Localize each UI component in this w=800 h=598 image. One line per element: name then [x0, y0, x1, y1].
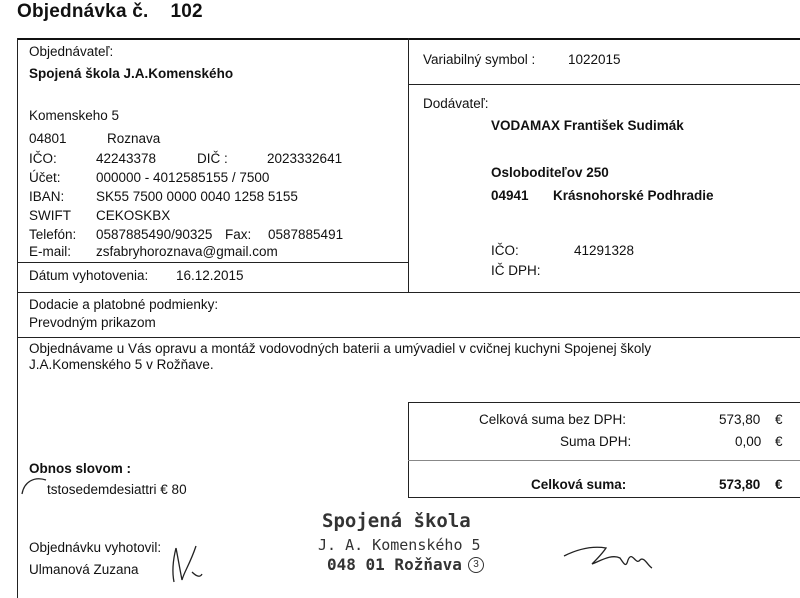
buyer-account: 000000 - 4012585155 / 7500 — [96, 170, 270, 185]
description-line-2: J.A.Komenského 5 v Rožňave. — [29, 357, 214, 372]
header-bottom-divider — [17, 292, 800, 293]
supplier-city: Krásnohorské Podhradie — [553, 188, 714, 203]
buyer-phone: 0587885490/90325 — [96, 227, 213, 242]
buyer-email[interactable]: zsfabryhoroznava@gmail.com — [96, 244, 278, 259]
date-divider-top — [17, 262, 408, 263]
buyer-zip: 04801 — [29, 131, 67, 146]
buyer-street: Komenskeho 5 — [29, 108, 120, 123]
order-number: 102 — [170, 1, 203, 22]
buyer-swift-label: SWIFT — [29, 208, 71, 223]
buyer-iban-label: IBAN: — [29, 189, 65, 204]
variable-symbol-label: Variabilný symbol : — [423, 52, 536, 67]
buyer-phone-label: Telefón: — [29, 227, 77, 242]
frame-middle-divider — [408, 38, 409, 293]
buyer-dic-label: DIČ : — [197, 151, 228, 166]
net-total-label: Celková suma bez DPH: — [479, 412, 627, 427]
vat-label: Suma DPH: — [560, 434, 632, 449]
document-title — [17, 1, 203, 23]
supplier-street: Osloboditeľov 250 — [491, 165, 609, 180]
buyer-dic: 2023332641 — [267, 151, 343, 166]
amount-words-value: tstosedemdesiattri € 80 — [47, 482, 187, 497]
buyer-fax-label: Fax: — [225, 227, 252, 242]
buyer-account-label: Účet: — [29, 170, 61, 185]
handwritten-mark-icon — [20, 474, 50, 496]
terms-divider — [17, 337, 800, 338]
issued-by-label: Objednávku vyhotovil: — [29, 540, 162, 555]
terms-value: Prevodným prikazom — [29, 315, 156, 330]
supplier-name: VODAMAX František Sudimák — [491, 118, 684, 133]
supplier-ico-label: IČO: — [491, 243, 519, 258]
stamp-line-3: 048 01 Rožňava — [327, 555, 462, 574]
buyer-name: Spojená škola J.A.Komenského — [29, 66, 234, 81]
buyer-swift: CEKOSKBX — [96, 208, 171, 223]
issued-by-name: Ulmanová Zuzana — [29, 562, 139, 577]
title-text: Objednávka č. — [17, 1, 149, 22]
grand-total-value: 573,80 — [719, 477, 761, 492]
buyer-ico-label: IČO: — [29, 151, 57, 166]
buyer-ico: 42243378 — [96, 151, 157, 166]
stamp-mark-number: 3 — [473, 559, 479, 570]
vs-divider — [408, 84, 800, 85]
variable-symbol-value: 1022015 — [568, 52, 621, 67]
totals-box-bottom — [408, 497, 800, 498]
supplier-ico: 41291328 — [574, 243, 635, 258]
buyer-fax: 0587885491 — [268, 227, 344, 242]
date-value: 16.12.2015 — [176, 268, 244, 283]
amount-words-label: Obnos slovom : — [29, 461, 132, 476]
net-total-currency: € — [775, 412, 783, 427]
vat-currency: € — [775, 434, 783, 449]
grand-total-currency: € — [775, 477, 783, 492]
vat-value: 0,00 — [735, 434, 762, 449]
director-signature-icon — [562, 538, 654, 574]
net-total-value: 573,80 — [719, 412, 761, 427]
signature-icon — [166, 542, 206, 586]
buyer-city: Roznava — [107, 131, 161, 146]
frame-left-border — [17, 38, 18, 598]
stamp-mark-circle — [468, 557, 484, 573]
description-line-1: Objednávame u Vás opravu a montáž vodovodných baterii a umývadiel v cvičnej kuchyni Spojenej školy — [29, 341, 652, 356]
buyer-iban: SK55 7500 0000 0040 1258 5155 — [96, 189, 298, 204]
stamp-line-1: Spojená škola — [322, 510, 471, 532]
grand-total-label: Celková suma: — [531, 477, 627, 492]
totals-box-left — [408, 402, 409, 498]
stamp-line-2: J. A. Komenského 5 — [318, 536, 481, 554]
totals-box-top — [408, 402, 800, 403]
terms-label: Dodacie a platobné podmienky: — [29, 297, 219, 312]
supplier-label: Dodávateľ: — [423, 96, 489, 111]
supplier-zip: 04941 — [491, 188, 529, 203]
date-label: Dátum vyhotovenia: — [29, 268, 149, 283]
buyer-label: Objednávateľ: — [29, 44, 114, 59]
supplier-icdph-label: IČ DPH: — [491, 263, 541, 278]
totals-sum-separator — [408, 460, 800, 461]
buyer-email-label: E-mail: — [29, 244, 72, 259]
